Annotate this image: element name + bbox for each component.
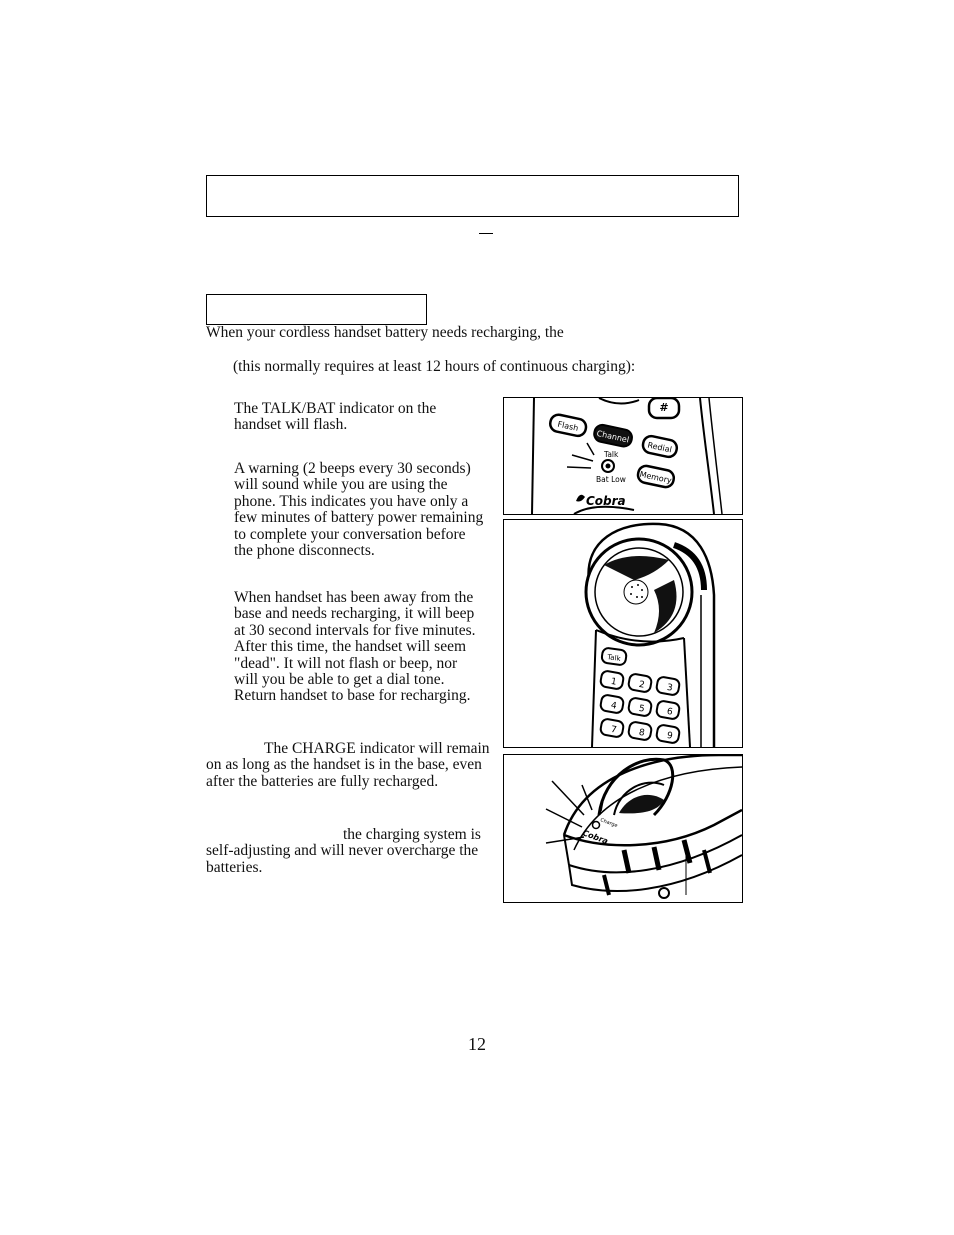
paragraph-charge: [206, 741, 498, 790]
subsection-title-box: [206, 294, 427, 325]
figure-handset: [503, 519, 743, 748]
keypad-key-label: 2: [637, 679, 646, 691]
memory-key-label: Memory: [638, 469, 673, 486]
talk-label: Talk: [604, 450, 619, 459]
dash-mark: [479, 233, 493, 234]
hash-key-label: #: [659, 401, 669, 414]
keypad-key-3: [656, 676, 680, 696]
keypad-key-5: [628, 697, 652, 717]
intro-text-continued: (this normally requires at least 12 hours of continuous charging):: [233, 358, 636, 375]
keypad-key-label: 9: [665, 730, 674, 742]
keypad-key-label: 5: [637, 703, 646, 715]
cobra-logo-icon: Cobra: [581, 828, 610, 846]
paragraph-warning-text: A warning (2 beeps every 30 seconds) will sound while you are using the phone. This indicates you have only a few minutes of battery power remaining to complete your conversation before the phone disconnects.: [234, 460, 484, 560]
keypad-key-4: [600, 694, 624, 714]
keypad-key-label: 7: [609, 724, 618, 736]
talk-key-label: Talk: [606, 653, 622, 663]
handset-illustration: [504, 520, 742, 747]
keypad-key-9: [656, 724, 680, 744]
figure-handset-indicator: [503, 397, 743, 515]
bat-low-label: Bat Low: [596, 475, 626, 484]
keypad: [600, 670, 680, 744]
paragraph-away: [234, 590, 484, 705]
keypad-key-6: [656, 700, 680, 720]
keypad-key-1: [600, 670, 624, 690]
flash-key-label: Flash: [556, 419, 580, 433]
paragraph-away-text: When handset has been away from the base and needs recharging, it will beep at 30 second intervals for five minutes. After this time, the handset will seem "dead". It will not flash or beep, nor will you be able to get a dial tone. Return handset to base for recharging.: [234, 589, 476, 705]
channel-key-label: Channel: [595, 428, 630, 445]
keypad-key-8: [628, 721, 652, 741]
keypad-key-label: 3: [665, 682, 674, 694]
base-charger-illustration: [504, 755, 742, 902]
cobra-logo-icon: Cobra: [586, 494, 626, 508]
keypad-key-label: 6: [665, 706, 674, 718]
paragraph-talk-bat-text: The TALK/BAT indicator on the handset will flash.: [234, 400, 437, 434]
keypad-key-2: [628, 673, 652, 693]
figure-base-charger: [503, 754, 743, 903]
paragraph-self-adjust-text: the charging system is self-adjusting and will never overcharge the batteries.: [206, 826, 481, 876]
intro-text: When your cordless handset battery needs recharging, the: [206, 324, 564, 341]
paragraph-talk-bat: [234, 401, 484, 434]
keypad-key-label: 8: [637, 727, 646, 739]
paragraph-warning: [234, 461, 484, 559]
keypad-key-label: 4: [609, 700, 618, 712]
page-number: 12: [468, 1034, 486, 1054]
paragraph-self-adjust: [206, 827, 498, 876]
charge-label: Charge: [599, 817, 619, 830]
keypad-key-label: 1: [609, 676, 618, 688]
paragraph-charge-text: The CHARGE indicator will remain on as long as the handset is in the base, even after the batteries are fully recharged.: [206, 740, 490, 790]
handset-keypad-illustration: [504, 398, 742, 514]
keypad-key-7: [600, 718, 624, 738]
section-title-box: [206, 175, 739, 217]
redial-key-label: Redial: [646, 440, 673, 455]
